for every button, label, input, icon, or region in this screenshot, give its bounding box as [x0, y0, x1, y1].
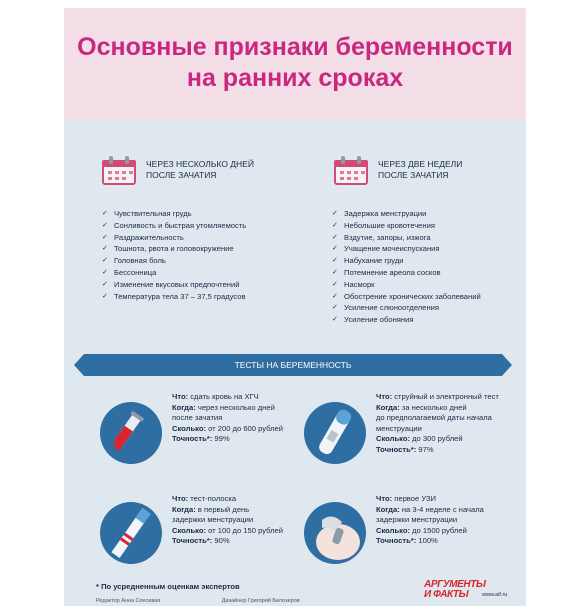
page-title	[64, 32, 526, 94]
designer-credit: Дизайнер Григорий Белозеров	[221, 598, 300, 604]
list-item: ✓ Изменение вкусовых предпочтений	[102, 279, 246, 291]
list-item: ✓ Температура тела 37 – 37,5 градусов	[102, 291, 246, 303]
right-block-heading	[332, 154, 462, 186]
credits	[96, 598, 360, 604]
left-block-title: ЧЕРЕЗ НЕСКОЛЬКО ДНЕЙ ПОСЛЕ ЗАЧАТИЯ	[146, 159, 254, 180]
list-item: ✓ Небольшие кровотечения	[332, 220, 481, 232]
test-strip-icon	[100, 502, 162, 564]
blood-test-icon	[100, 402, 162, 464]
title-line-2: на ранних сроках	[186, 64, 404, 92]
list-item: ✓ Бессонница	[102, 267, 246, 279]
list-item: ✓ Потемнение ареола сосков	[332, 267, 481, 279]
list-item: ✓ Задержка менструации	[332, 208, 481, 220]
digital-test-icon	[304, 402, 366, 464]
list-item: ✓ Усиление обоняния	[332, 314, 481, 326]
left-block-heading	[100, 154, 254, 186]
list-item: ✓ Насморк	[332, 279, 481, 291]
test-ultrasound-text: Что: первое УЗИ Когда: на 3-4 неделе с начала задержки менструации Сколько: до 1500 рублей Точность*: 100%	[376, 494, 484, 546]
list-item: ✓ Обострение хронических заболеваний	[332, 291, 481, 303]
list-item: ✓ Сонливость и быстрая утомляемость	[102, 220, 246, 232]
test-blood-text: Что: сдать кровь на ХГЧ Когда: через несколько дней после зачатия Сколько: от 200 до 600 рублей Точность*: 99%	[172, 392, 284, 444]
footnote: * По усредненным оценкам экспертов	[96, 582, 240, 591]
list-item: ✓ Учащение мочеиспускания	[332, 243, 481, 255]
ultrasound-icon	[304, 502, 366, 564]
infographic-poster	[64, 8, 526, 606]
calendar-icon	[332, 154, 370, 186]
aif-logo: АРГУМЕНТЫ И ФАКТЫ www.aif.ru	[424, 579, 508, 600]
list-item: ✓ Тошнота, рвота и головокружение	[102, 243, 246, 255]
title-line-1: Основные признаки беременности	[77, 33, 513, 61]
right-block-title: ЧЕРЕЗ ДВЕ НЕДЕЛИ ПОСЛЕ ЗАЧАТИЯ	[378, 159, 463, 180]
tests-ribbon	[84, 354, 502, 376]
list-item: ✓ Чувствительная грудь	[102, 208, 246, 220]
list-item: ✓ Вздутие, запоры, изжога	[332, 232, 481, 244]
list-item: ✓ Усиление слюноотделения	[332, 302, 481, 314]
list-item: ✓ Головная боль	[102, 255, 246, 267]
header	[64, 8, 526, 120]
list-item: ✓ Набухание груди	[332, 255, 481, 267]
right-symptom-list	[332, 208, 481, 326]
editor-credit: Редактор Анна Спесивая	[96, 598, 161, 604]
test-strip-text: Что: тест-полоска Когда: в первый день задержки менструации Сколько: от 100 до 150 рублей Точность*: 90%	[172, 494, 284, 546]
calendar-icon	[100, 154, 138, 186]
test-digital-text: Что: струйный и электронный тест Когда: за несколько дней до предполагаемой даты начала менструации Сколько: до 300 рублей Точность*: 97%	[376, 392, 499, 454]
list-item: ✓ Раздражительность	[102, 232, 246, 244]
tests-ribbon-label: ТЕСТЫ НА БЕРЕМЕННОСТЬ	[234, 360, 352, 370]
left-symptom-list	[102, 208, 246, 302]
